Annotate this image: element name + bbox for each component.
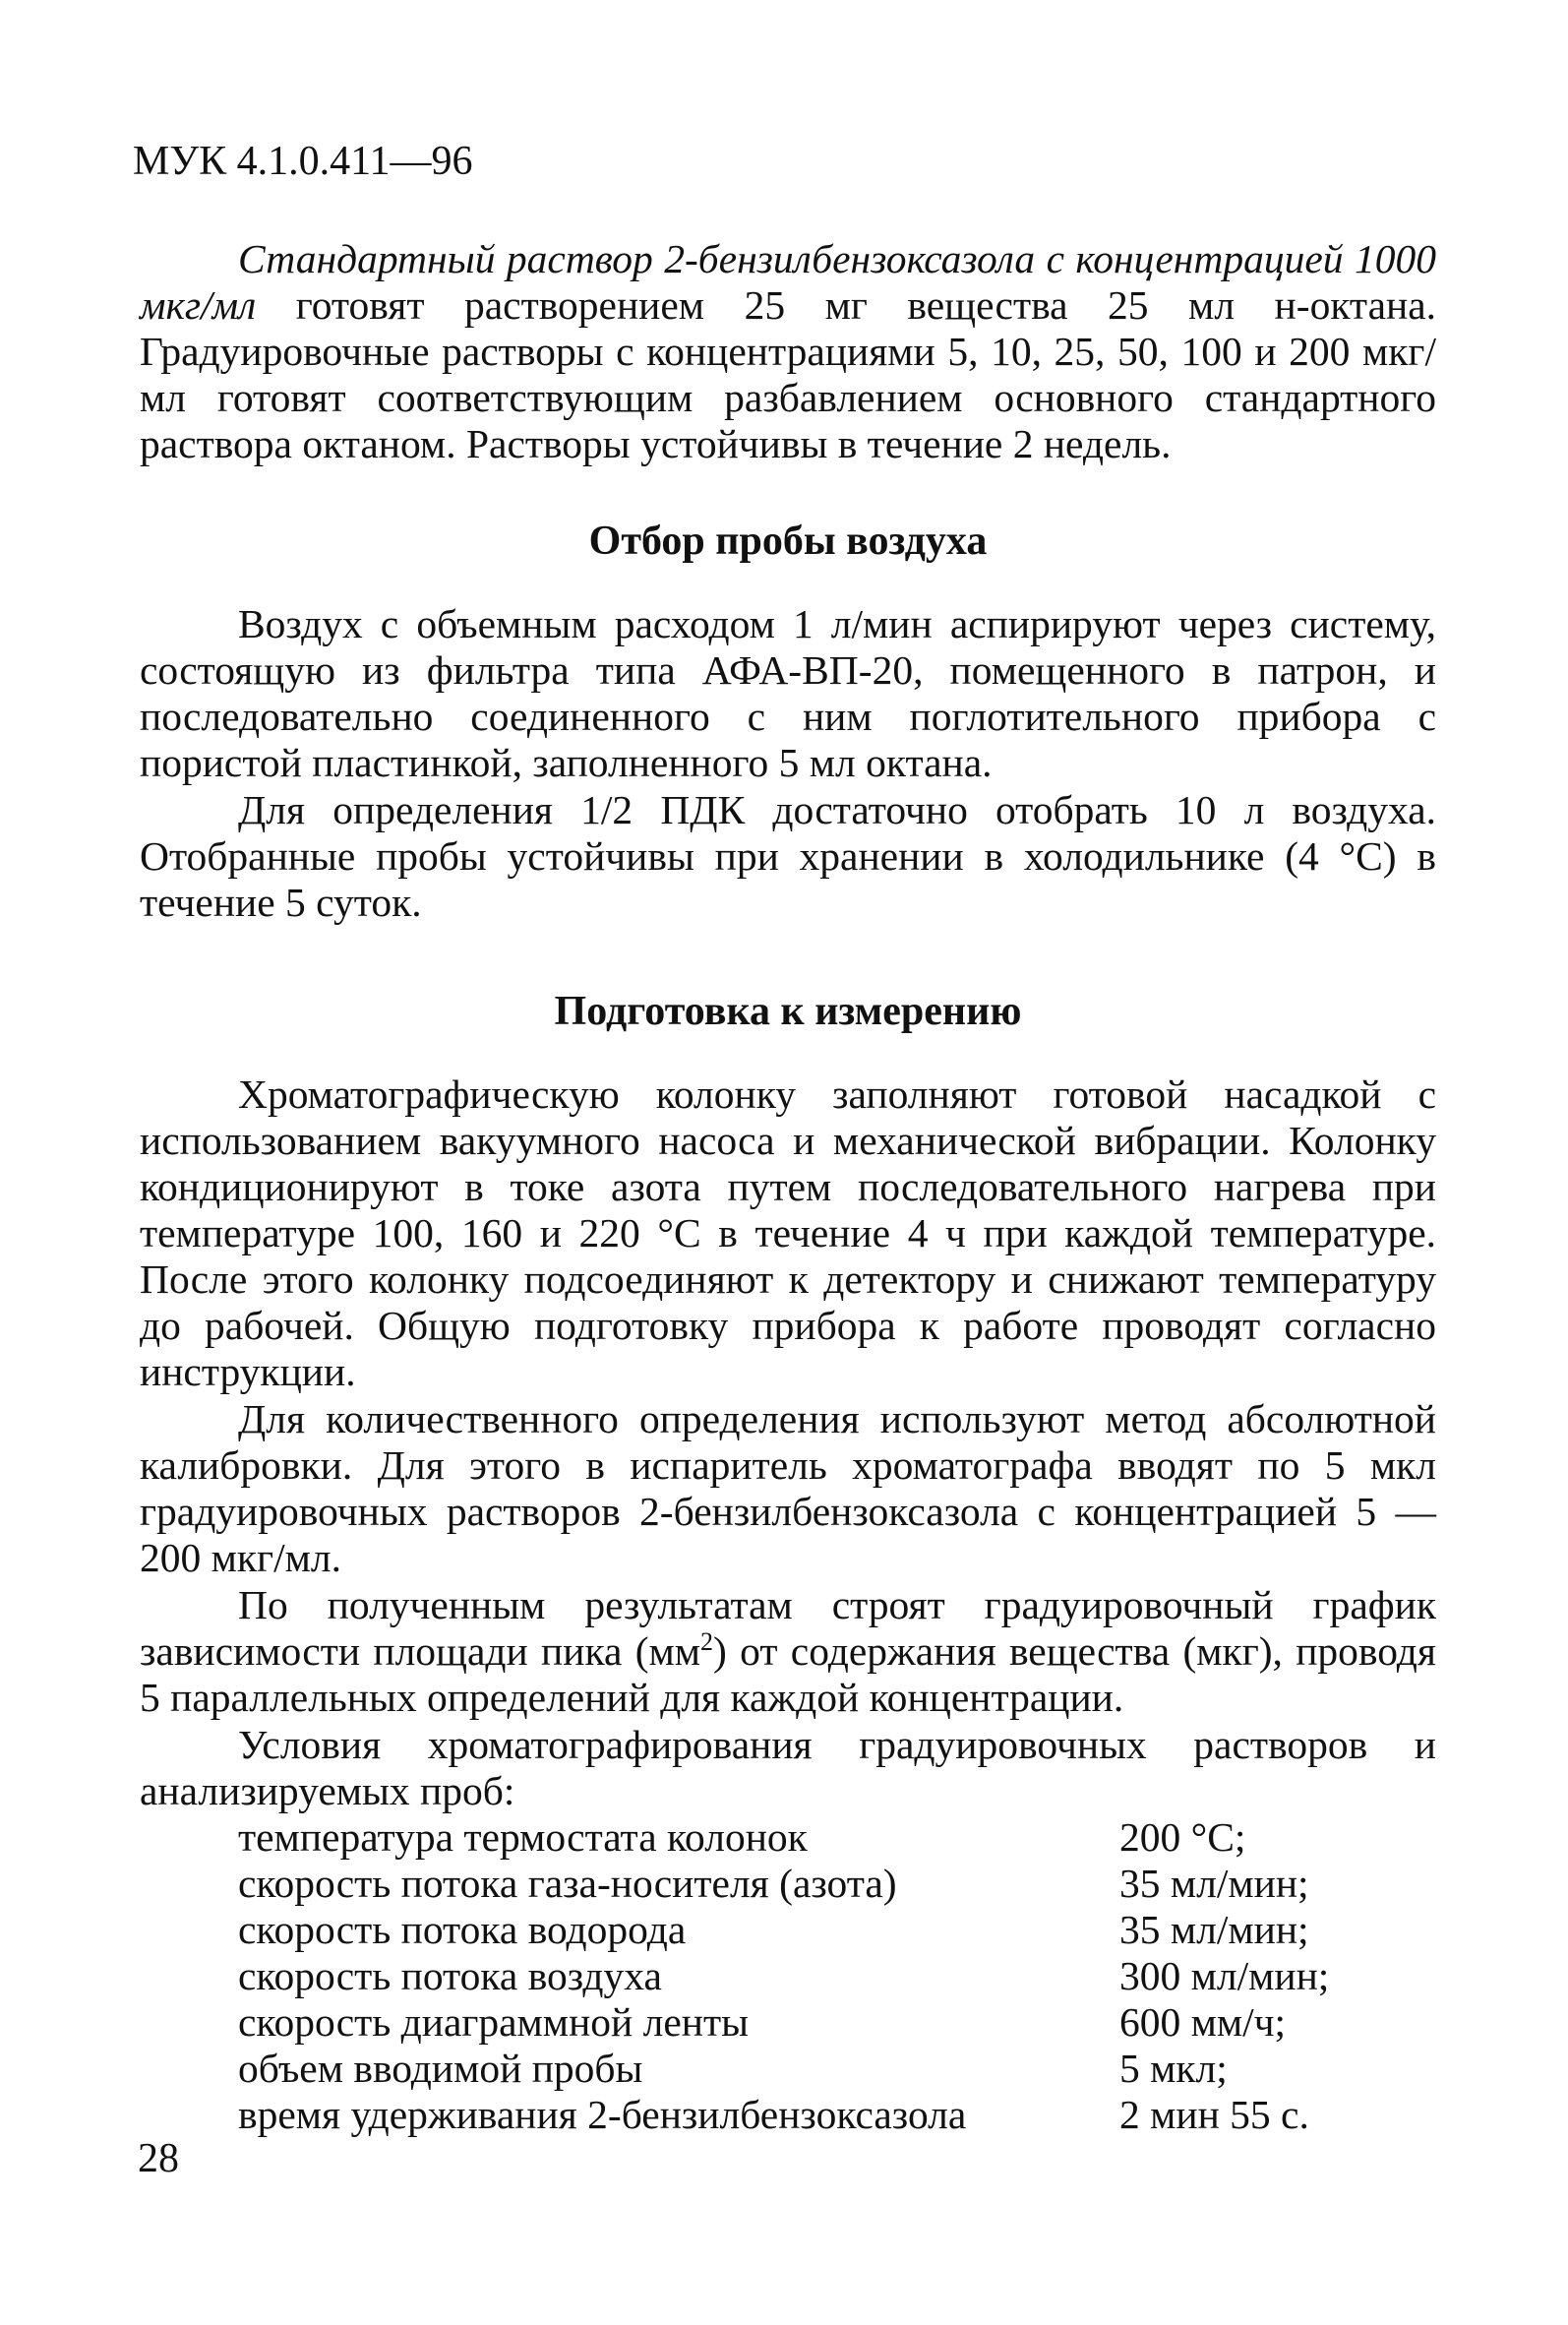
condition-parameter: время удерживания 2-бензилбензоксазола [238,2092,967,2137]
condition-parameter: скорость потока газа-носителя (азота) [238,1861,897,1906]
page-number: 28 [138,2136,179,2181]
condition-value: 5 мкл; [1119,2046,1228,2091]
condition-value: 35 мл/мин; [1119,1861,1309,1906]
condition-value: 300 мл/мин; [1119,1953,1330,1998]
conditions-intro: Условия хроматографирования градуировочных растворов и анализируемых проб: [140,1722,1436,1813]
preparation-paragraph-2: Для количественного определения используют метод абсолютной калибровки. Для этого в испаритель хроматографа вводят по 5 мкл градуировочных растворов 2-бензилбензоксазола с концентрацией 5 — 200 мкг/мл. [140,1396,1436,1580]
condition-parameter: температура термостата колонок [238,1814,808,1860]
document-code-header: МУК 4.1.0.411—96 [133,139,473,184]
condition-value: 2 мин 55 с. [1119,2092,1309,2137]
condition-row [238,1999,1436,2046]
condition-row [238,1953,1436,1999]
condition-value: 35 мл/мин; [1119,1907,1309,1952]
standard-solution-paragraph [140,236,1436,467]
condition-parameter: скорость потока водорода [238,1907,687,1952]
condition-parameter: скорость потока воздуха [238,1953,662,1998]
sampling-paragraph-2: Для определения 1/2 ПДК достаточно отобрать 10 л воздуха. Отобранные пробы устойчивы при хранении в холодильнике (4 °С) в течение 5 суток. [140,787,1436,925]
calibration-text-before: По полученным результатам строят градуировочный график зависимости площади пика (мм [140,1582,1436,1674]
preparation-heading: Подготовка к измерению [554,989,1022,1034]
calibration-paragraph [140,1582,1436,1721]
calibration-text-after: ) от содержания вещества (мкг), проводя 5 параллельных определений для каждой концентрации. [140,1628,1436,1720]
condition-value: 600 мм/ч; [1119,1999,1287,2045]
calibration-superscript: 2 [700,1627,714,1657]
page-content [140,236,1436,2138]
conditions-table-body [238,1814,1436,2138]
standard-solution-text: готовят растворением 25 мг вещества 25 мл н-октана. Градуировочные растворы с концентрациями 5, 10, 25, 50, 100 и 200 мкг/мл готовят соответствующим разбавлением основного стандартного раствора октаном. Растворы устойчивы в течение 2 недель. [140,282,1436,466]
condition-parameter: объем вводимой пробы [238,2046,643,2091]
sampling-paragraph-1: Воздух с объемным расходом 1 л/мин аспирируют через систему, состоящую из фильтра типа АФА-ВП-20, помещенного в патрон, и последовательно соединенного с ним поглотительного прибора с пористой пластинкой, заполненного 5 мл октана. [140,601,1436,785]
sampling-heading: Отбор пробы воздуха [588,519,988,564]
condition-row [238,2092,1436,2138]
standard-solution-italic-lead: Стандартный раствор 2-бензилбензоксазола с концентрацией 1000 мкг/мл [140,236,1436,328]
conditions-table [238,1814,1436,2138]
condition-row [238,1814,1436,1861]
condition-row [238,1907,1436,1953]
preparation-paragraph-1: Хроматографическую колонку заполняют готовой насадкой с использованием вакуумного насоса и механической вибрации. Колонку кондиционируют в токе азота путем последовательного нагрева при температуре 100, 160 и 220 °С в течение 4 ч при каждой температуре. После этого колонку подсоединяют к детектору и снижают температуру до рабочей. Общую подготовку прибора к работе проводят согласно инструкции. [140,1071,1436,1394]
condition-row [238,2046,1436,2092]
condition-parameter: скорость диаграммной ленты [238,1999,749,2045]
condition-row [238,1861,1436,1907]
condition-value: 200 °С; [1119,1814,1246,1860]
